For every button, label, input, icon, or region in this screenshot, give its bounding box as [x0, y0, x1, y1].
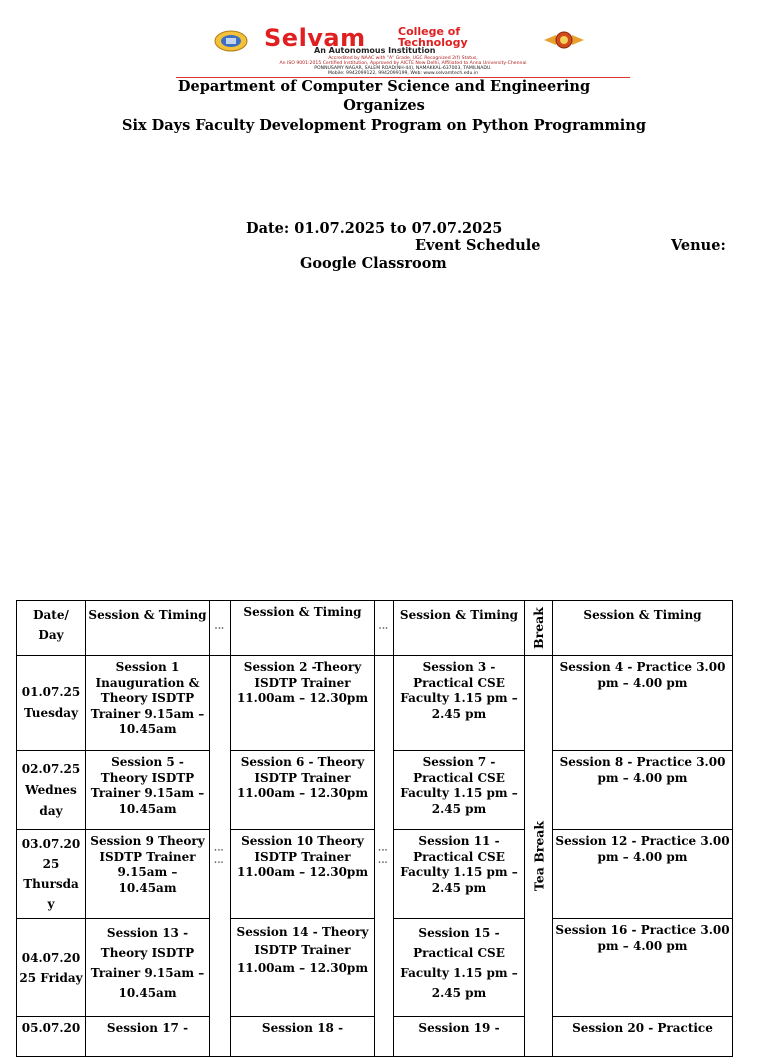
- session-cell: Session 9 Theory ISDTP Trainer 9.15am – 10.45am: [86, 830, 210, 919]
- session-cell: Session 10 Theory ISDTP Trainer 11.00am – 12.30pm: [231, 830, 375, 919]
- break-divider-cell: [210, 601, 231, 656]
- table-row: [17, 656, 733, 751]
- session-cell: Session 7 - Practical CSE Faculty 1.15 pm – 2.45 pm: [394, 751, 525, 830]
- break-stub-icon: ⋮ ⋮: [214, 845, 225, 867]
- session-cell: Session 2 -Theory ISDTP Trainer 11.00am – 12.30pm: [231, 656, 375, 751]
- session-cell: Session 6 - Theory ISDTP Trainer 11.00am – 12.30pm: [231, 751, 375, 830]
- affiliation-line: An ISO 9001:2015 Certified Institution, Approved by AICTE New Delhi, Affiliated to Anna University-Chennai: [279, 61, 527, 66]
- header-break: Break: [525, 601, 553, 656]
- session-cell: Session 14 - Theory ISDTP Trainer 11.00am – 12.30pm: [231, 919, 375, 1017]
- session-cell: Session 12 - Practice 3.00 pm – 4.00 pm: [553, 830, 733, 919]
- contact-line: Mobile: 9942099122, 9942099199, Web: www.selvamtech.edu.in: [327, 71, 479, 76]
- session-cell: Session 13 - Theory ISDTP Trainer 9.15am – 10.45am: [86, 919, 210, 1017]
- session-cell: Session 19 -: [394, 1017, 525, 1057]
- session-cell: Session 18 -: [231, 1017, 375, 1057]
- session-cell: Session 20 - Practice: [553, 1017, 733, 1057]
- college-logo-banner: [176, 24, 630, 80]
- session-cell: Session 11 - Practical CSE Faculty 1.15 pm – 2.45 pm: [394, 830, 525, 919]
- row-date: 01.07.25 Tuesday: [17, 656, 86, 751]
- session-cell: Session 16 - Practice 3.00 pm – 4.00 pm: [553, 919, 733, 1017]
- lunch-stub-icon: ⋮: [379, 623, 389, 633]
- session-cell: Session 4 - Practice 3.00 pm – 4.00 pm: [553, 656, 733, 751]
- college-emblem-icon: [214, 30, 248, 52]
- session-cell: Session 5 - Theory ISDTP Trainer 9.15am – 10.45am: [86, 751, 210, 830]
- table-header-row: [17, 601, 733, 656]
- lunch-break-column: [375, 656, 394, 1057]
- event-date: Date: 01.07.2025 to 07.07.2025: [246, 220, 503, 237]
- row-date: 02.07.25 Wednes day: [17, 751, 86, 830]
- organizes-label: Organizes: [343, 97, 425, 114]
- header-session-4: Session & Timing: [553, 601, 733, 656]
- row-date: 04.07.20 25 Friday: [17, 919, 86, 1017]
- accreditation-line: Accredited by NAAC with "A" Grade, UGC Recognized 2(f) Status,: [328, 56, 478, 61]
- tea-break-column-1: [210, 656, 231, 1057]
- header-session-1: Session & Timing: [86, 601, 210, 656]
- session-cell: Session 1 Inauguration & Theory ISDTP Trainer 9.15am – 10.45am: [86, 656, 210, 751]
- row-date: 05.07.20: [17, 1017, 86, 1057]
- address-line: PONNUSAMY NAGAR, SALEM ROAD(NH-44), NAMAKKAL-637003, TAMILNADU.: [314, 66, 492, 71]
- college-brand-name: Selvam: [264, 24, 366, 52]
- college-of-technology: College of Technology: [398, 25, 468, 49]
- session-cell: Session 8 - Practice 3.00 pm – 4.00 pm: [553, 751, 733, 830]
- header-date-day: Date/ Day: [17, 601, 86, 656]
- accreditation-badge-icon: [542, 31, 586, 49]
- tea-break-column-2: [525, 656, 553, 1057]
- header-session-2: Session & Timing: [231, 601, 375, 656]
- session-cell: Session 3 - Practical CSE Faculty 1.15 pm – 2.45 pm: [394, 656, 525, 751]
- tea-break-label: Tea Break: [530, 820, 546, 892]
- autonomous-tagline: An Autonomous Institution: [314, 46, 436, 55]
- lunch-stub-icon: ⋮ ⋮: [378, 845, 389, 867]
- department-title: Department of Computer Science and Engineering: [177, 78, 591, 95]
- venue-label: Venue:: [671, 237, 726, 254]
- schedule-table: [16, 600, 733, 1057]
- session-cell: Session 15 - Practical CSE Faculty 1.15 pm – 2.45 pm: [394, 919, 525, 1017]
- session-cell: Session 17 -: [86, 1017, 210, 1057]
- lunch-divider-cell: [375, 601, 394, 656]
- program-title: Six Days Faculty Development Program on Python Programming: [122, 117, 646, 134]
- break-stub-icon: ⋮: [215, 623, 225, 633]
- header-session-3: Session & Timing: [394, 601, 525, 656]
- row-date: 03.07.20 25 Thursda y: [17, 830, 86, 919]
- venue-value: Google Classroom: [300, 255, 447, 272]
- event-schedule-label: Event Schedule: [415, 237, 541, 254]
